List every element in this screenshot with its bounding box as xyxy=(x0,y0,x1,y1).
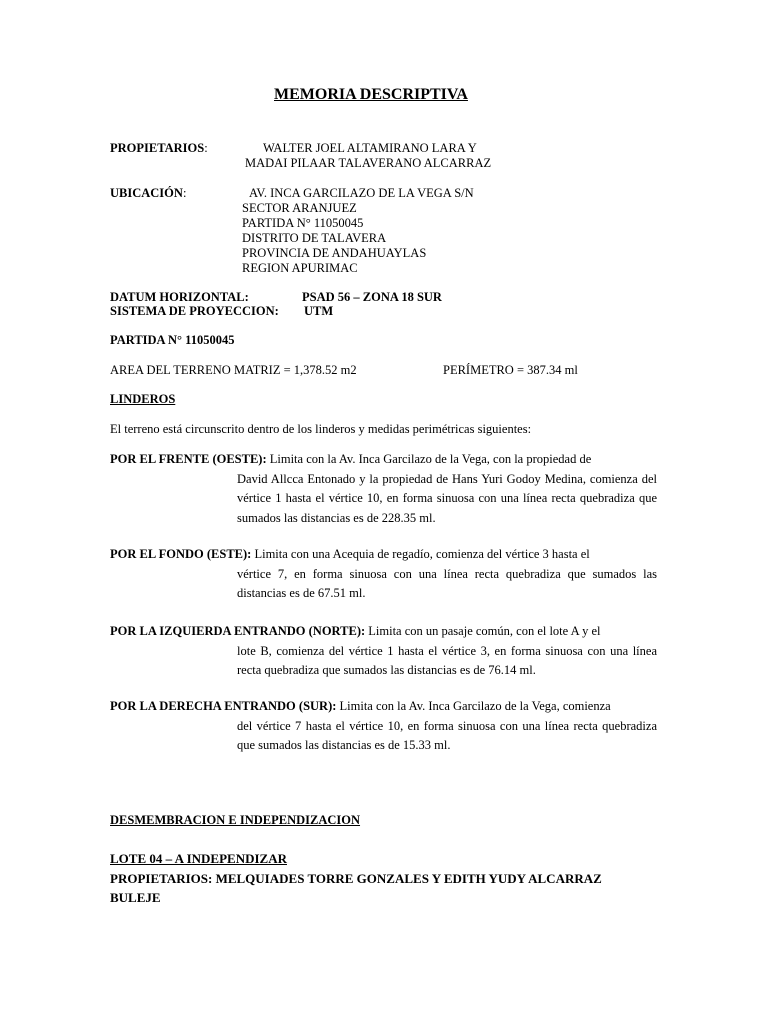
ubicacion-line-1: AV. INCA GARCILAZO DE LA VEGA S/N xyxy=(249,186,474,200)
lindero-derecha-rest: del vértice 7 hasta el vértice 10, en forma sinuosa con una línea recta quebradiza que sumados las distancias es de 15.33 ml. xyxy=(237,718,657,752)
desmembracion-heading: DESMEMBRACION E INDEPENDIZACION xyxy=(110,813,361,827)
datum-value: PSAD 56 – ZONA 18 SUR xyxy=(302,290,442,304)
area-terreno: AREA DEL TERRENO MATRIZ = 1,378.52 m2 xyxy=(110,363,357,377)
lindero-izquierda-rest: lote B, comienza del vértice 1 hasta el vértice 3, en forma sinuosa con una línea recta quebradiza que sumados las distancias es de 76.14 ml. xyxy=(237,643,657,677)
document-title: MEMORIA DESCRIPTIVA xyxy=(274,86,468,103)
propietarios-colon: : xyxy=(204,141,208,155)
ubicacion-line-6: REGION APURIMAC xyxy=(242,261,358,275)
lindero-izquierda-first: Limita con un pasaje común, con el lote A y el xyxy=(368,624,601,638)
datum-label: DATUM HORIZONTAL: xyxy=(110,290,249,304)
lindero-fondo-rest: vértice 7, en forma sinuosa con una línea recta quebradiza que sumados las distancias es de 67.51 ml. xyxy=(237,566,657,600)
lindero-derecha-first: Limita con la Av. Inca Garcilazo de la Vega, comienza xyxy=(339,699,611,713)
lindero-fondo-label: POR EL FONDO (ESTE): xyxy=(110,547,252,561)
partida-heading: PARTIDA N° 11050045 xyxy=(110,333,235,347)
sistema-label: SISTEMA DE PROYECCION: xyxy=(110,304,279,318)
lote-propietarios: PROPIETARIOS: MELQUIADES TORRE GONZALES Y EDITH YUDY ALCARRAZ BULEJE xyxy=(110,871,602,905)
lindero-fondo xyxy=(110,545,657,604)
ubicacion-line-3: PARTIDA N° 11050045 xyxy=(242,216,364,230)
lote-heading: LOTE 04 – A INDEPENDIZAR xyxy=(110,851,287,866)
lindero-frente-rest: David Allcca Entonado y la propiedad de Hans Yuri Godoy Medina, comienza del vértice 1 hasta el vértice 10, en forma sinuosa con una línea recta quebradiza que sumados las distancias es de 228.35 ml. xyxy=(237,471,657,525)
propietarios-line-1: WALTER JOEL ALTAMIRANO LARA Y xyxy=(263,141,477,155)
lindero-fondo-first: Limita con una Acequia de regadío, comienza del vértice 3 hasta el xyxy=(254,547,590,561)
propietarios-line-2: MADAI PILAAR TALAVERANO ALCARRAZ xyxy=(245,156,492,170)
ubicacion-line-5: PROVINCIA DE ANDAHUAYLAS xyxy=(242,246,427,260)
ubicacion-label-wrap xyxy=(110,186,186,201)
lindero-izquierda xyxy=(110,622,657,681)
linderos-heading: LINDEROS xyxy=(110,392,176,406)
sistema-value: UTM xyxy=(304,304,334,318)
perimetro: PERÍMETRO = 387.34 ml xyxy=(443,363,578,377)
lindero-frente xyxy=(110,450,657,528)
ubicacion-colon: : xyxy=(182,186,187,200)
lindero-derecha xyxy=(110,697,657,756)
lindero-frente-first: Limita con la Av. Inca Garcilazo de la Vega, con la propiedad de xyxy=(269,452,592,466)
lindero-izquierda-label: POR LA IZQUIERDA ENTRANDO (NORTE): xyxy=(110,624,366,638)
ubicacion-label: UBICACIÓN xyxy=(110,186,183,200)
ubicacion-line-4: DISTRITO DE TALAVERA xyxy=(242,231,387,245)
lindero-derecha-label: POR LA DERECHA ENTRANDO (SUR): xyxy=(110,699,337,713)
propietarios-label-wrap xyxy=(110,141,208,156)
lindero-frente-label: POR EL FRENTE (OESTE): xyxy=(110,452,267,466)
linderos-intro: El terreno está circunscrito dentro de los linderos y medidas perimétricas siguientes: xyxy=(110,422,532,436)
propietarios-label: PROPIETARIOS xyxy=(110,141,205,155)
ubicacion-line-2: SECTOR ARANJUEZ xyxy=(242,201,357,215)
